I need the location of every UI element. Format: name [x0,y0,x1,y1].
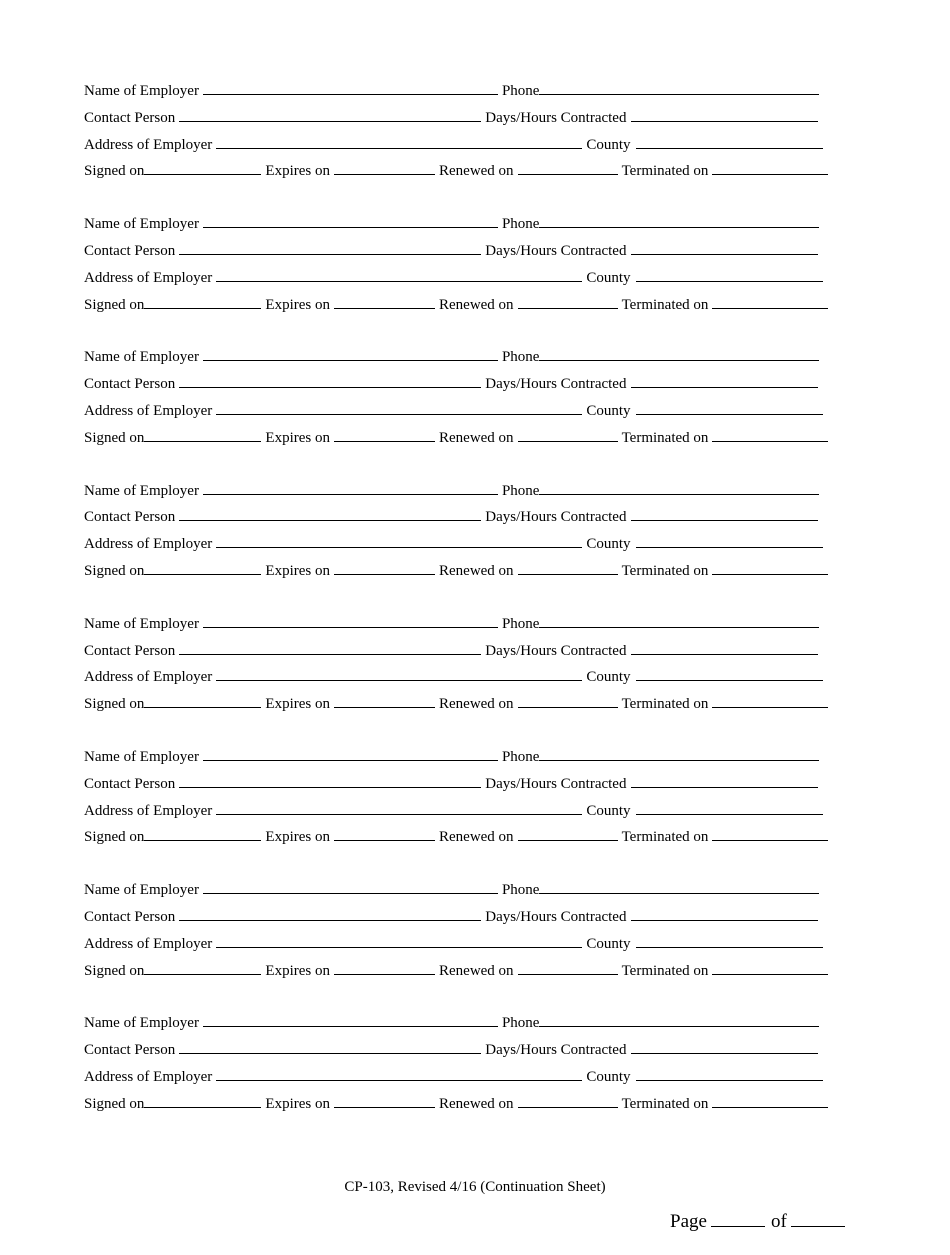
phone-field[interactable] [539,746,819,761]
expires-field[interactable] [334,693,435,708]
days-hours-field[interactable] [631,107,818,122]
employer-entry-row [84,107,829,134]
name-field[interactable] [203,213,498,228]
contact-field[interactable] [179,107,481,122]
employer-entry-row [84,879,829,906]
employer-entry [84,879,829,986]
renewed-field[interactable] [518,1093,618,1108]
address-of-employer-label: Address of Employer [84,935,213,952]
terminated-on-label: Terminated on [621,1095,709,1112]
employer-entry [84,213,829,320]
renewed-on-label: Renewed on [439,429,514,446]
employer-entry-row [84,134,829,161]
address-of-employer-label: Address of Employer [84,1068,213,1085]
name-of-employer-label: Name of Employer [84,216,199,233]
days-hours-field[interactable] [631,1039,818,1054]
page-total-field[interactable] [791,1209,845,1227]
county-field[interactable] [636,533,823,548]
renewed-field[interactable] [518,560,618,575]
days-hours-field[interactable] [631,240,818,255]
renewed-field[interactable] [518,427,618,442]
expires-field[interactable] [334,427,435,442]
employer-entry-row [84,533,829,560]
county-field[interactable] [636,400,823,415]
county-label: County [586,669,631,686]
renewed-on-label: Renewed on [439,1095,514,1112]
contact-field[interactable] [179,240,481,255]
days-hours-contracted-label: Days/Hours Contracted [485,109,627,126]
renewed-on-label: Renewed on [439,562,514,579]
renewed-on-label: Renewed on [439,829,514,846]
expires-on-label: Expires on [265,429,330,446]
phone-label: Phone [501,748,540,765]
name-of-employer-label: Name of Employer [84,83,199,99]
county-field[interactable] [636,267,823,282]
county-field[interactable] [636,800,823,815]
terminated-field[interactable] [712,960,828,975]
days-hours-field[interactable] [631,773,818,788]
signed-on-label: Signed on [84,429,145,446]
employer-entry-row [84,267,829,294]
name-of-employer-label: Name of Employer [84,482,199,499]
employer-entry-row [84,160,829,187]
terminated-field[interactable] [712,160,828,175]
contact-person-label: Contact Person [84,109,176,126]
employer-entry-row [84,960,829,987]
days-hours-field[interactable] [631,506,818,521]
contact-field[interactable] [179,640,481,655]
days-hours-field[interactable] [631,373,818,388]
contact-person-label: Contact Person [84,1042,176,1059]
contact-person-label: Contact Person [84,908,176,925]
contact-field[interactable] [179,1039,481,1054]
name-field[interactable] [203,746,498,761]
employer-entry-row [84,240,829,267]
renewed-field[interactable] [518,693,618,708]
signed-on-label: Signed on [84,562,145,579]
county-label: County [586,402,631,419]
name-field[interactable] [203,346,498,361]
terminated-on-label: Terminated on [621,562,709,579]
renewed-on-label: Renewed on [439,696,514,713]
employer-entry-row [84,1093,829,1120]
page-label: Page [670,1211,707,1232]
phone-field[interactable] [539,346,819,361]
terminated-on-label: Terminated on [621,429,709,446]
phone-field[interactable] [539,480,819,495]
expires-on-label: Expires on [265,296,330,313]
employer-entry-row [84,480,829,507]
address-of-employer-label: Address of Employer [84,136,213,153]
expires-field[interactable] [334,826,435,841]
employer-entry-row [84,213,829,240]
employer-entry-row [84,613,829,640]
county-field[interactable] [636,933,823,948]
address-field[interactable] [216,800,582,815]
address-of-employer-label: Address of Employer [84,536,213,553]
days-hours-contracted-label: Days/Hours Contracted [485,1042,627,1059]
address-of-employer-label: Address of Employer [84,802,213,819]
signed-on-label: Signed on [84,696,145,713]
signed-field[interactable] [144,160,261,175]
renewed-on-label: Renewed on [439,296,514,313]
address-field[interactable] [216,134,582,149]
name-of-employer-label: Name of Employer [84,882,199,899]
employer-entry-row [84,1066,829,1093]
phone-field[interactable] [539,613,819,628]
address-field[interactable] [216,666,582,681]
address-field[interactable] [216,933,582,948]
county-label: County [586,1068,631,1085]
terminated-field[interactable] [712,294,828,309]
expires-field[interactable] [334,160,435,175]
terminated-on-label: Terminated on [621,696,709,713]
employer-entry-row [84,346,829,373]
contact-field[interactable] [179,506,481,521]
name-of-employer-label: Name of Employer [84,1015,199,1032]
days-hours-contracted-label: Days/Hours Contracted [485,908,627,925]
page-counter [670,1209,845,1233]
signed-field[interactable] [144,427,261,442]
days-hours-contracted-label: Days/Hours Contracted [485,376,627,393]
contact-person-label: Contact Person [84,376,176,393]
employer-entry-row [84,773,829,800]
phone-field[interactable] [539,213,819,228]
form-identifier: CP-103, Revised 4/16 (Continuation Sheet) [344,1179,606,1195]
county-label: County [586,802,631,819]
county-label: County [586,935,631,952]
employer-entry-row [84,800,829,827]
employer-entry [84,480,829,587]
expires-on-label: Expires on [265,163,330,180]
phone-label: Phone [501,615,540,632]
name-of-employer-label: Name of Employer [84,349,199,366]
renewed-on-label: Renewed on [439,163,514,180]
phone-label: Phone [501,482,540,499]
phone-field[interactable] [539,80,819,95]
employer-entry [84,1012,829,1119]
terminated-on-label: Terminated on [621,163,709,180]
terminated-field[interactable] [712,1093,828,1108]
address-field[interactable] [216,533,582,548]
employer-entry-row [84,746,829,773]
phone-label: Phone [501,83,540,99]
phone-label: Phone [501,349,540,366]
employer-entry-row [84,933,829,960]
days-hours-contracted-label: Days/Hours Contracted [485,642,627,659]
employer-entry-row [84,1012,829,1039]
address-of-employer-label: Address of Employer [84,402,213,419]
phone-label: Phone [501,1015,540,1032]
of-label: of [770,1211,787,1232]
employer-entry [84,746,829,853]
name-field[interactable] [203,480,498,495]
renewed-field[interactable] [518,960,618,975]
county-field[interactable] [636,134,823,149]
contact-person-label: Contact Person [84,642,176,659]
signed-on-label: Signed on [84,829,145,846]
county-label: County [586,136,631,153]
signed-on-label: Signed on [84,296,145,313]
days-hours-contracted-label: Days/Hours Contracted [485,775,627,792]
signed-on-label: Signed on [84,163,145,180]
employer-entry-row [84,294,829,321]
contact-field[interactable] [179,373,481,388]
days-hours-contracted-label: Days/Hours Contracted [485,509,627,526]
employer-entry-row [84,666,829,693]
contact-field[interactable] [179,906,481,921]
name-field[interactable] [203,879,498,894]
name-field[interactable] [203,1012,498,1027]
expires-field[interactable] [334,560,435,575]
signed-field[interactable] [144,826,261,841]
employer-entry-row [84,906,829,933]
county-label: County [586,269,631,286]
employer-entry [84,346,829,453]
address-of-employer-label: Address of Employer [84,269,213,286]
county-field[interactable] [636,1066,823,1081]
renewed-field[interactable] [518,294,618,309]
employer-entry-row [84,400,829,427]
county-field[interactable] [636,666,823,681]
signed-on-label: Signed on [84,962,145,979]
expires-on-label: Expires on [265,562,330,579]
terminated-field[interactable] [712,826,828,841]
expires-field[interactable] [334,1093,435,1108]
employer-entry [84,80,829,187]
expires-field[interactable] [334,294,435,309]
renewed-field[interactable] [518,826,618,841]
address-field[interactable] [216,1066,582,1081]
terminated-on-label: Terminated on [621,829,709,846]
county-label: County [586,536,631,553]
phone-label: Phone [501,882,540,899]
employer-entry-row [84,427,829,454]
expires-on-label: Expires on [265,829,330,846]
employer-entry-row [84,373,829,400]
signed-field[interactable] [144,560,261,575]
address-of-employer-label: Address of Employer [84,669,213,686]
employer-entry-row [84,826,829,853]
terminated-on-label: Terminated on [621,296,709,313]
terminated-field[interactable] [712,560,828,575]
contact-person-label: Contact Person [84,242,176,259]
terminated-field[interactable] [712,427,828,442]
phone-label: Phone [501,216,540,233]
employer-entry-row [84,560,829,587]
phone-field[interactable] [539,879,819,894]
employer-entry-row [84,80,829,107]
expires-on-label: Expires on [265,696,330,713]
expires-field[interactable] [334,960,435,975]
name-field[interactable] [203,613,498,628]
employer-entry [84,613,829,720]
page-number-field[interactable] [711,1209,765,1227]
employer-form [84,80,829,1146]
contact-field[interactable] [179,773,481,788]
contact-person-label: Contact Person [84,509,176,526]
signed-field[interactable] [144,960,261,975]
signed-field[interactable] [144,294,261,309]
days-hours-field[interactable] [631,640,818,655]
employer-entry-row [84,640,829,667]
phone-field[interactable] [539,1012,819,1027]
signed-field[interactable] [144,693,261,708]
employer-entry-row [84,506,829,533]
renewed-field[interactable] [518,160,618,175]
expires-on-label: Expires on [265,1095,330,1112]
expires-on-label: Expires on [265,962,330,979]
terminated-field[interactable] [712,693,828,708]
address-field[interactable] [216,267,582,282]
employer-entry-row [84,1039,829,1066]
name-of-employer-label: Name of Employer [84,615,199,632]
signed-field[interactable] [144,1093,261,1108]
name-field[interactable] [203,80,498,95]
days-hours-contracted-label: Days/Hours Contracted [485,242,627,259]
name-of-employer-label: Name of Employer [84,748,199,765]
days-hours-field[interactable] [631,906,818,921]
renewed-on-label: Renewed on [439,962,514,979]
terminated-on-label: Terminated on [621,962,709,979]
address-field[interactable] [216,400,582,415]
contact-person-label: Contact Person [84,775,176,792]
signed-on-label: Signed on [84,1095,145,1112]
employer-entry-row [84,693,829,720]
